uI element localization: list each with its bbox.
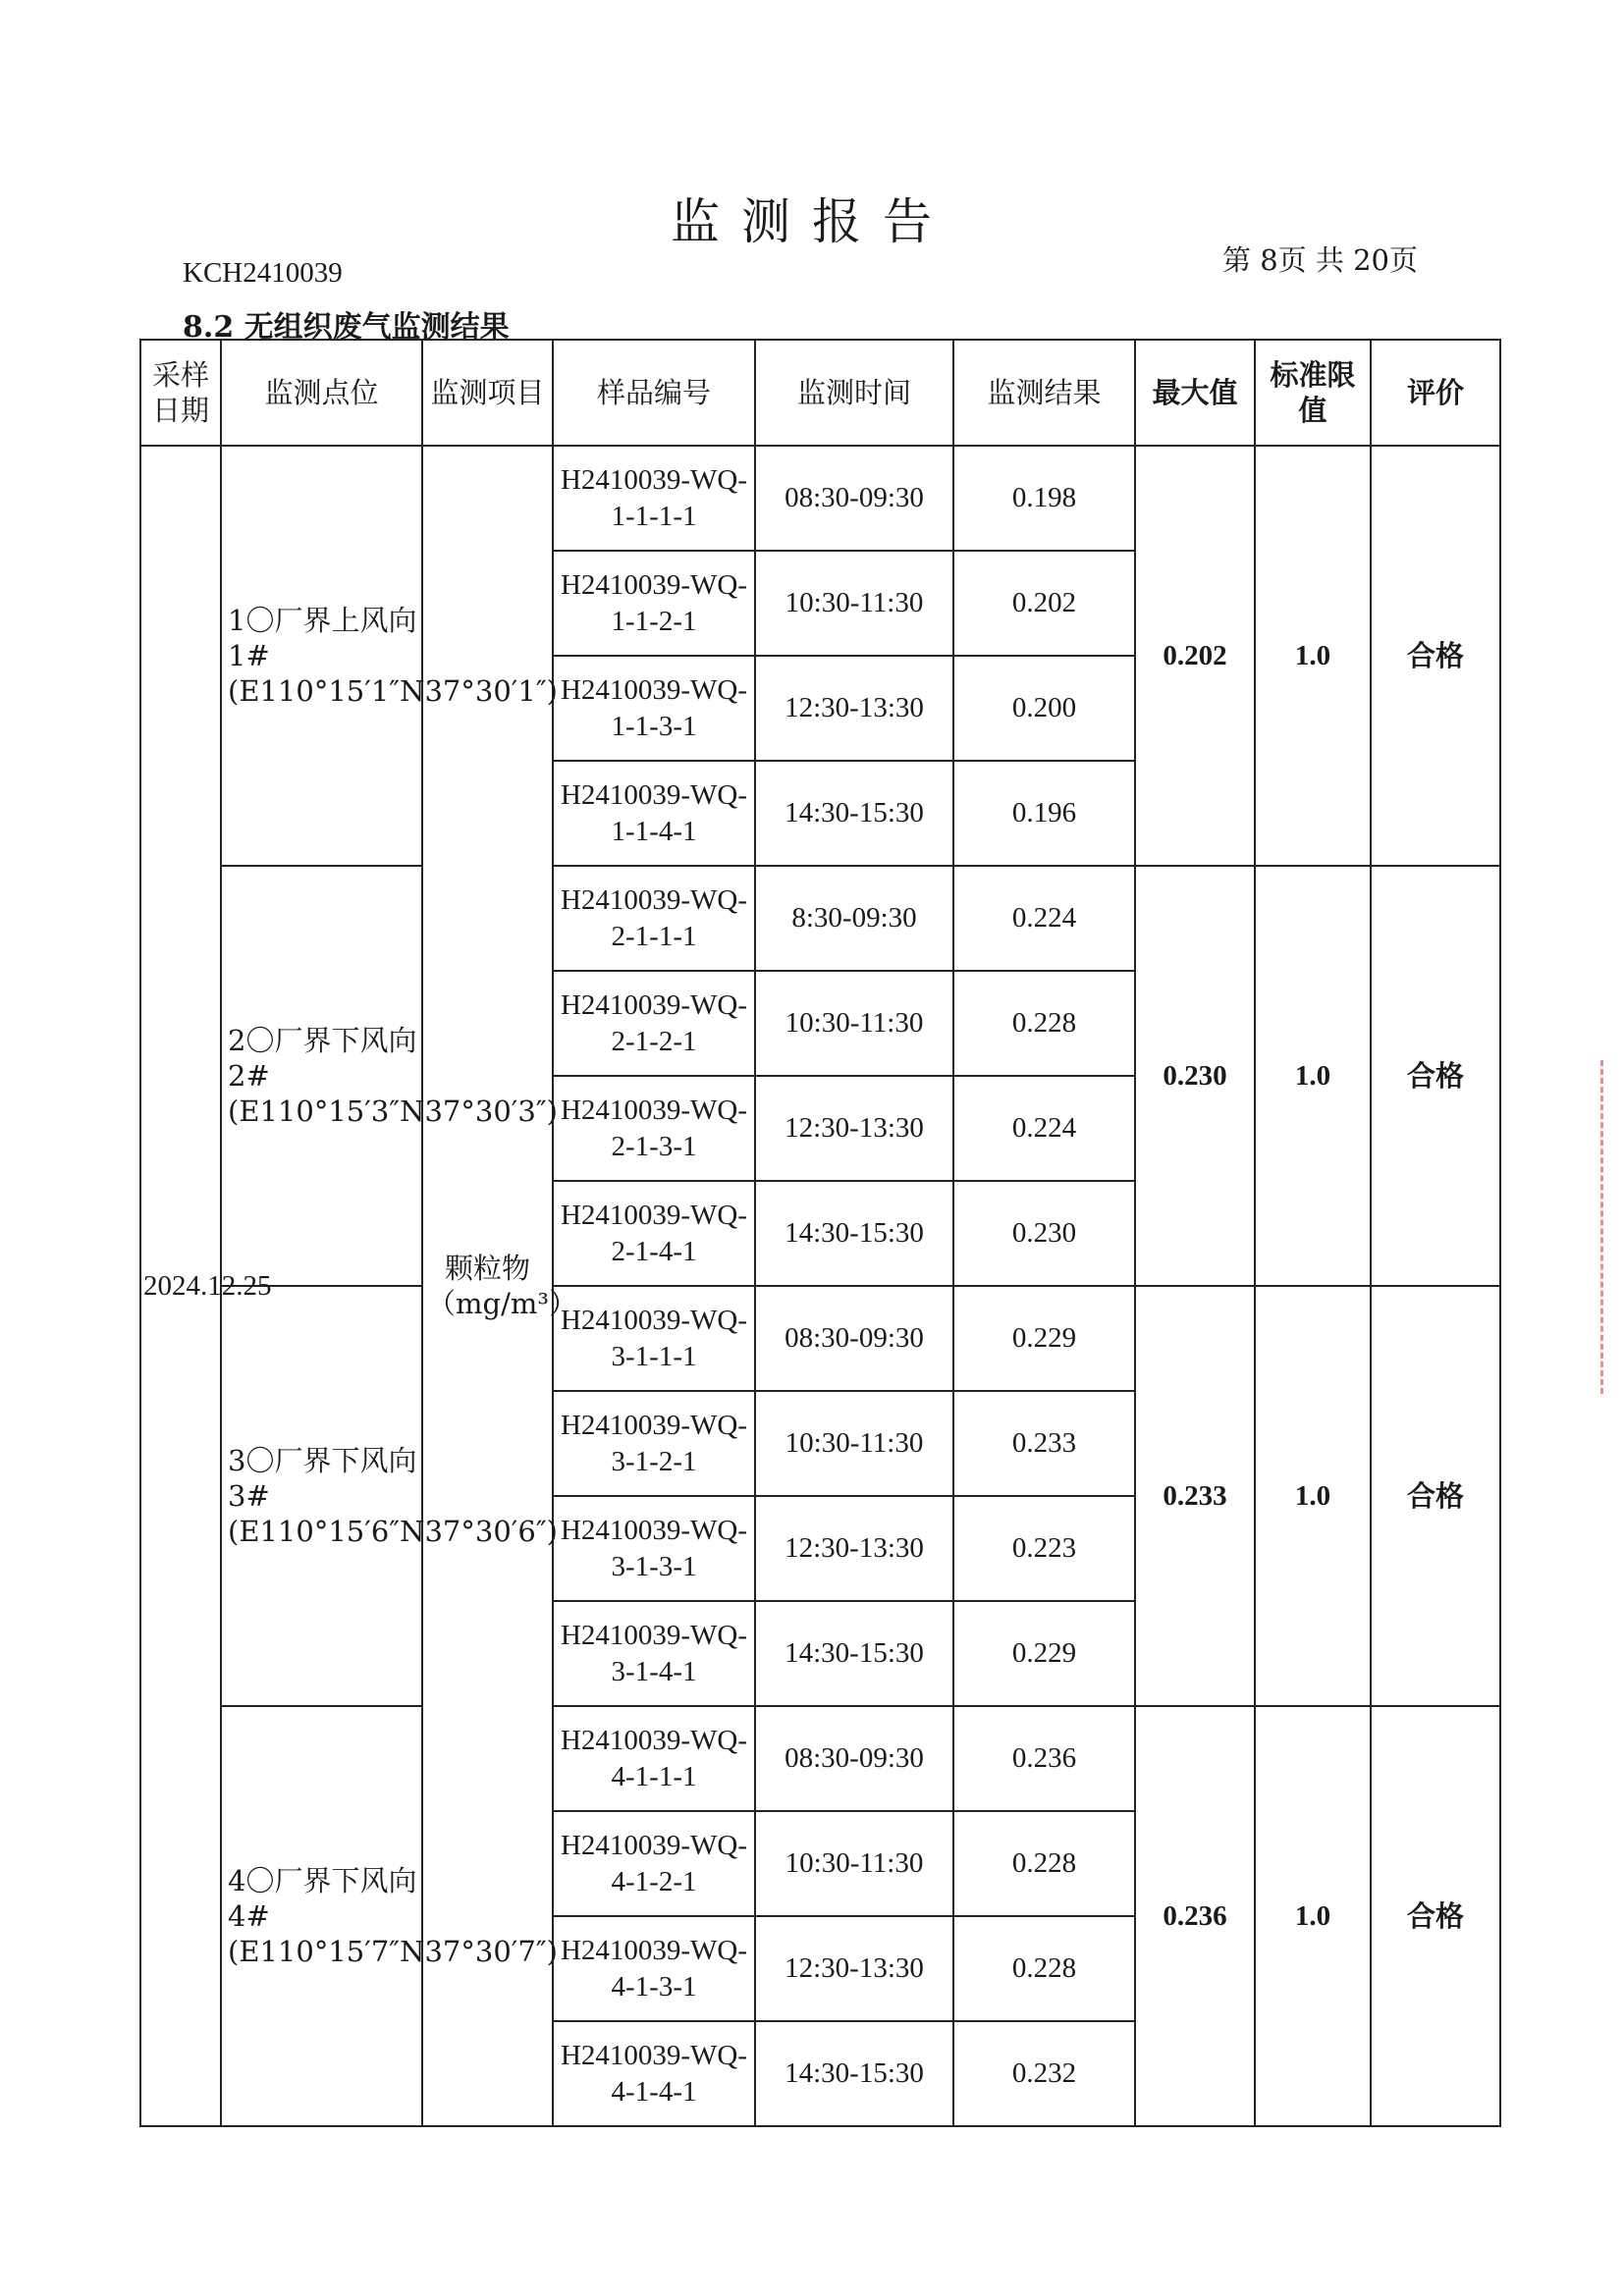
- column-header-sample-no: 样品编号: [553, 340, 755, 446]
- monitoring-result: 0.236: [953, 1706, 1135, 1811]
- max-value: 0.236: [1135, 1706, 1255, 2126]
- monitoring-time: 08:30-09:30: [755, 1706, 953, 1811]
- table-row: [140, 1706, 1500, 1811]
- max-value: 0.233: [1135, 1286, 1255, 1706]
- monitoring-result: 0.228: [953, 971, 1135, 1076]
- max-value: 0.230: [1135, 866, 1255, 1286]
- monitoring-time: 14:30-15:30: [755, 761, 953, 866]
- monitoring-result: 0.223: [953, 1496, 1135, 1601]
- monitoring-time: 10:30-11:30: [755, 1811, 953, 1916]
- monitoring-time: 08:30-09:30: [755, 446, 953, 551]
- max-value: 0.202: [1135, 446, 1255, 866]
- monitoring-time: 10:30-11:30: [755, 971, 953, 1076]
- standard-limit: 1.0: [1255, 866, 1371, 1286]
- sample-number: H2410039-WQ-1-1-3-1: [553, 656, 755, 761]
- monitoring-point: 3〇厂界下风向 3#(E110°15′6″N37°30′6″): [221, 1286, 422, 1706]
- table-body: [140, 446, 1500, 2126]
- monitoring-result: 0.228: [953, 1916, 1135, 2021]
- column-header-time: 监测时间: [755, 340, 953, 446]
- sample-number: H2410039-WQ-3-1-4-1: [553, 1601, 755, 1706]
- column-header-evaluation: 评价: [1371, 340, 1500, 446]
- standard-limit: 1.0: [1255, 1286, 1371, 1706]
- monitoring-time: 12:30-13:30: [755, 1076, 953, 1181]
- monitoring-result: 0.202: [953, 551, 1135, 656]
- sample-number: H2410039-WQ-2-1-1-1: [553, 866, 755, 971]
- sample-number: H2410039-WQ-4-1-2-1: [553, 1811, 755, 1916]
- monitoring-time: 08:30-09:30: [755, 1286, 953, 1391]
- column-header-max: 最大值: [1135, 340, 1255, 446]
- column-header-date: 采样日期: [140, 340, 221, 446]
- monitoring-result: 0.229: [953, 1601, 1135, 1706]
- monitoring-result: 0.198: [953, 446, 1135, 551]
- page-indicator: 第 8页 共 20页: [1222, 243, 1419, 277]
- monitoring-point: 2〇厂界下风向 2#(E110°15′3″N37°30′3″): [221, 866, 422, 1286]
- monitoring-result: 0.224: [953, 866, 1135, 971]
- page-title: 监测报告: [671, 193, 953, 250]
- sample-number: H2410039-WQ-3-1-3-1: [553, 1496, 755, 1601]
- monitoring-result: 0.196: [953, 761, 1135, 866]
- sample-number: H2410039-WQ-2-1-3-1: [553, 1076, 755, 1181]
- monitoring-time: 12:30-13:30: [755, 656, 953, 761]
- column-header-item: 监测项目: [422, 340, 553, 446]
- sample-number: H2410039-WQ-2-1-4-1: [553, 1181, 755, 1286]
- monitoring-result: 0.233: [953, 1391, 1135, 1496]
- monitoring-result: 0.200: [953, 656, 1135, 761]
- monitoring-time: 12:30-13:30: [755, 1496, 953, 1601]
- sample-number: H2410039-WQ-3-1-1-1: [553, 1286, 755, 1391]
- report-number: KCH2410039: [183, 257, 343, 289]
- sample-number: H2410039-WQ-2-1-2-1: [553, 971, 755, 1076]
- table-row: [140, 446, 1500, 551]
- evaluation: 合格: [1371, 1286, 1500, 1706]
- monitoring-result: 0.229: [953, 1286, 1135, 1391]
- monitoring-point: 4〇厂界下风向 4#(E110°15′7″N37°30′7″): [221, 1706, 422, 2126]
- standard-limit: 1.0: [1255, 1706, 1371, 2126]
- sample-number: H2410039-WQ-4-1-1-1: [553, 1706, 755, 1811]
- sample-number: H2410039-WQ-4-1-3-1: [553, 1916, 755, 2021]
- table-header-row: [140, 340, 1500, 446]
- table-row: [140, 866, 1500, 971]
- monitoring-time: 10:30-11:30: [755, 1391, 953, 1496]
- sample-number: H2410039-WQ-1-1-2-1: [553, 551, 755, 656]
- monitoring-time: 14:30-15:30: [755, 1601, 953, 1706]
- sample-number: H2410039-WQ-1-1-4-1: [553, 761, 755, 866]
- column-header-result: 监测结果: [953, 340, 1135, 446]
- monitoring-time: 8:30-09:30: [755, 866, 953, 971]
- section-title: 8.2 无组织废气监测结果: [183, 310, 510, 345]
- monitoring-time: 14:30-15:30: [755, 1181, 953, 1286]
- monitoring-time: 14:30-15:30: [755, 2021, 953, 2126]
- sample-number: H2410039-WQ-1-1-1-1: [553, 446, 755, 551]
- monitoring-item: 颗粒物（mg/m³）: [422, 446, 553, 2126]
- monitoring-time: 10:30-11:30: [755, 551, 953, 656]
- monitoring-time: 12:30-13:30: [755, 1916, 953, 2021]
- monitoring-result: 0.224: [953, 1076, 1135, 1181]
- evaluation: 合格: [1371, 866, 1500, 1286]
- column-header-point: 监测点位: [221, 340, 422, 446]
- standard-limit: 1.0: [1255, 446, 1371, 866]
- monitoring-result: 0.230: [953, 1181, 1135, 1286]
- seal-stamp-edge: [1600, 1060, 1613, 1394]
- table-row: [140, 1286, 1500, 1391]
- monitoring-results-table: [139, 339, 1501, 2127]
- monitoring-result: 0.232: [953, 2021, 1135, 2126]
- monitoring-point: 1〇厂界上风向 1#(E110°15′1″N37°30′1″): [221, 446, 422, 866]
- evaluation: 合格: [1371, 1706, 1500, 2126]
- column-header-limit: 标准限值: [1255, 340, 1371, 446]
- monitoring-result: 0.228: [953, 1811, 1135, 1916]
- sample-number: H2410039-WQ-3-1-2-1: [553, 1391, 755, 1496]
- sampling-date: 2024.12.25: [140, 446, 221, 2126]
- evaluation: 合格: [1371, 446, 1500, 866]
- sample-number: H2410039-WQ-4-1-4-1: [553, 2021, 755, 2126]
